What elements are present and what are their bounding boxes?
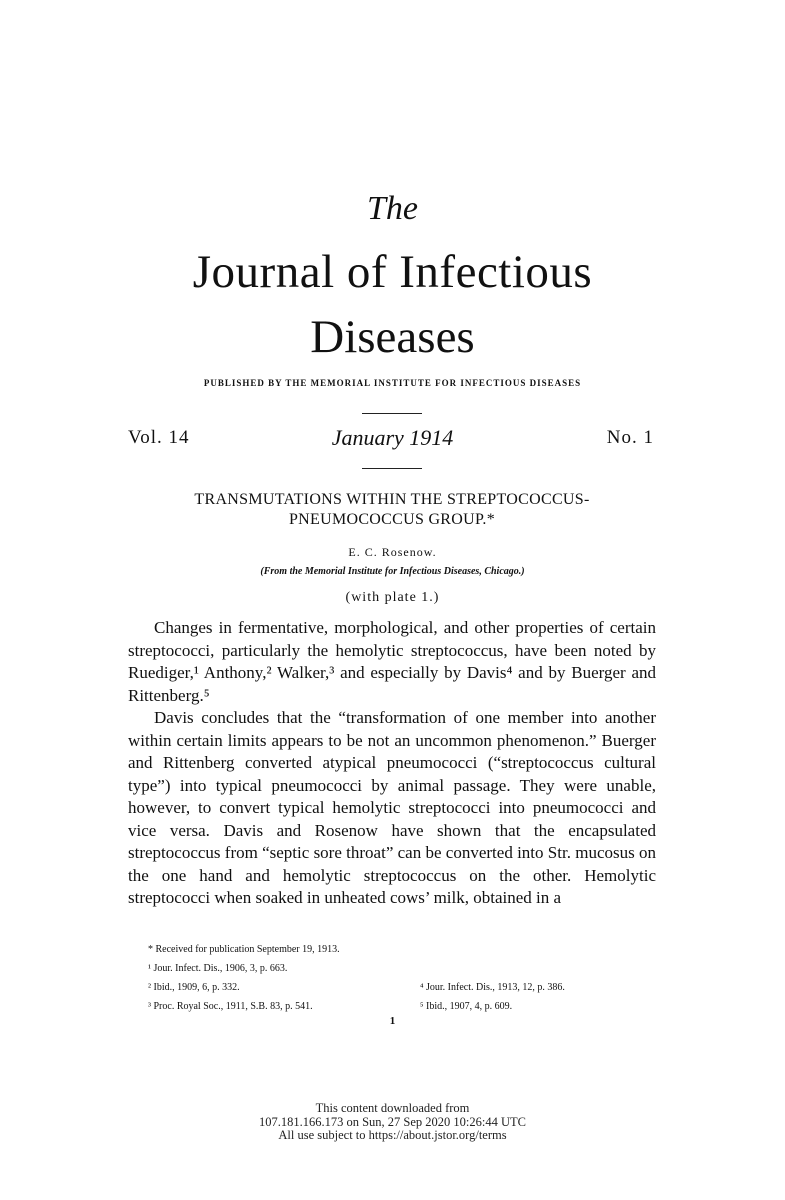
- body-paragraph: Davis concludes that the “transformation of one member into another within certain limits appears to be not an uncommon phenomenon.” Buerger and Rittenberg converted atypical pneumococci (“streptococcus cultural type”) into typical pneumococci by animal passage. They were unable, however, to convert typical hemolytic streptococci into pneumococci and vice versa. Davis and Rosenow have shown that the encapsulated streptococcus from “septic sore throat” can be converted into Str. mucosus on the one hand and hemolytic streptococcus on the other. Hemolytic streptococci when soaked in unheated cows’ milk, obtained in a: [128, 708, 656, 907]
- footnote-1: ¹ Jour. Infect. Dis., 1906, 3, p. 663.: [148, 963, 288, 974]
- footnote-4: ⁴ Jour. Infect. Dis., 1913, 12, p. 386.: [420, 982, 565, 993]
- footnote-3: ³ Proc. Royal Soc., 1911, S.B. 83, p. 541.: [148, 1001, 313, 1012]
- issue-date: January 1914: [331, 425, 454, 450]
- journal-the: The: [367, 190, 418, 227]
- publisher-line: PUBLISHED BY THE MEMORIAL INSTITUTE FOR INFECTIOUS DISEASES: [203, 378, 582, 388]
- volume-label: Vol. 14: [128, 427, 190, 448]
- journal-title-line1: Journal of Infectious: [192, 246, 593, 298]
- article-title-line1: TRANSMUTATIONS WITHIN THE STREPTOCOCCUS-: [194, 491, 590, 508]
- body-paragraph: Changes in fermentative, morphological, and other properties of certain streptococci, particularly the hemolytic streptococcus, have been noted by Ruediger,¹ Anthony,² Walker,³ and especially by Davis⁴ and by Buerger and Rittenberg.⁵: [128, 618, 656, 705]
- jstor-line2: 107.181.166.173 on Sun, 27 Sep 2020 10:26:44 UTC: [258, 1114, 527, 1129]
- article-author: E. C. Rosenow.: [348, 545, 437, 559]
- footnote-2: ² Ibid., 1909, 6, p. 332.: [148, 982, 240, 993]
- jstor-notice: [0, 1102, 785, 1143]
- footnote-row: [148, 997, 658, 1016]
- page-number: 1: [389, 1015, 396, 1027]
- footnote-row: [148, 978, 658, 997]
- issue-number: No. 1: [606, 427, 654, 448]
- jstor-line1: This content downloaded from: [315, 1101, 470, 1115]
- journal-title-line2: Diseases: [310, 311, 475, 363]
- footnote-5: ⁵ Ibid., 1907, 4, p. 609.: [420, 1001, 513, 1012]
- footnote-received: * Received for publication September 19, 1913.: [148, 944, 340, 955]
- article-affiliation: (From the Memorial Institute for Infectious Diseases, Chicago.): [260, 566, 525, 577]
- jstor-line3: All use subject to https://about.jstor.org/terms: [278, 1128, 507, 1142]
- article-title: [128, 490, 656, 530]
- article-title-line2: PNEUMOCOCCUS GROUP.*: [288, 511, 496, 528]
- footnotes: [148, 940, 658, 1016]
- article-body: [128, 617, 656, 910]
- divider-top: [362, 413, 422, 414]
- divider-bottom: [362, 468, 422, 469]
- plate-reference: (with plate 1.): [345, 590, 440, 605]
